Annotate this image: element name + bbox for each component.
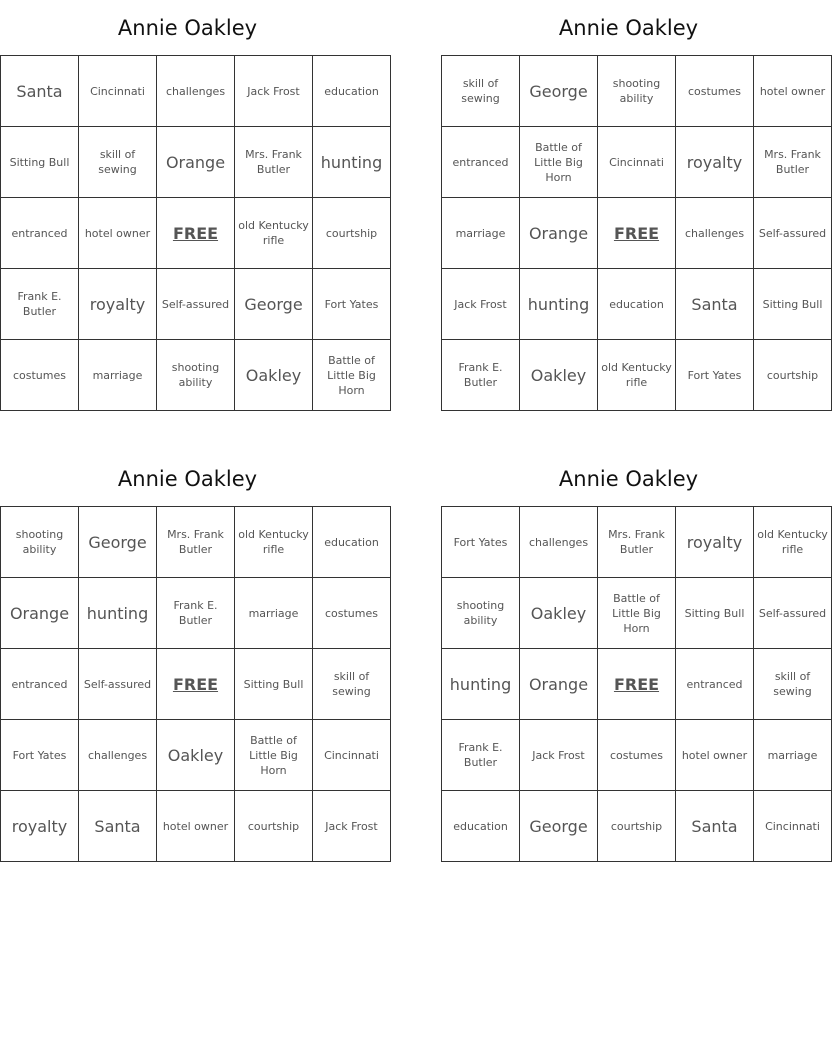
bingo-cell: Orange xyxy=(520,198,598,269)
bingo-cell: Orange xyxy=(157,127,235,198)
bingo-cell: Santa xyxy=(676,791,754,862)
bingo-cell: Santa xyxy=(79,791,157,862)
bingo-cell: Sitting Bull xyxy=(235,649,313,720)
bingo-row xyxy=(1,720,391,791)
bingo-cell: old Kentucky rifle xyxy=(235,198,313,269)
bingo-cell: Cincinnati xyxy=(598,127,676,198)
bingo-cell: challenges xyxy=(157,56,235,127)
bingo-cell: challenges xyxy=(676,198,754,269)
bingo-cell: Fort Yates xyxy=(442,507,520,578)
bingo-cell: Santa xyxy=(1,56,79,127)
bingo-cell: Mrs. Frank Butler xyxy=(598,507,676,578)
bingo-row xyxy=(442,198,832,269)
bingo-cell: Orange xyxy=(1,578,79,649)
bingo-cell: old Kentucky rifle xyxy=(598,340,676,411)
bingo-cell: Oakley xyxy=(157,720,235,791)
bingo-cell: hotel owner xyxy=(676,720,754,791)
bingo-cell: Fort Yates xyxy=(1,720,79,791)
bingo-cell: costumes xyxy=(1,340,79,411)
bingo-cell: costumes xyxy=(598,720,676,791)
bingo-cell: marriage xyxy=(442,198,520,269)
bingo-cell: hotel owner xyxy=(754,56,832,127)
bingo-cell: Self-assured xyxy=(157,269,235,340)
bingo-cell: Santa xyxy=(676,269,754,340)
bingo-grid xyxy=(0,506,391,862)
bingo-row xyxy=(1,56,391,127)
bingo-grid xyxy=(0,55,391,411)
bingo-cell: entranced xyxy=(442,127,520,198)
bingo-row xyxy=(1,791,391,862)
bingo-cell: old Kentucky rifle xyxy=(754,507,832,578)
bingo-cell: royalty xyxy=(676,127,754,198)
card-title: Annie Oakley xyxy=(558,16,699,40)
bingo-row xyxy=(442,56,832,127)
bingo-cell: costumes xyxy=(313,578,391,649)
bingo-cell: Jack Frost xyxy=(313,791,391,862)
bingo-cell: costumes xyxy=(676,56,754,127)
bingo-cell: George xyxy=(520,56,598,127)
bingo-cell: marriage xyxy=(79,340,157,411)
bingo-cell: Orange xyxy=(520,649,598,720)
card-title: Annie Oakley xyxy=(117,16,258,40)
bingo-cell: skill of sewing xyxy=(79,127,157,198)
bingo-cell: Cincinnati xyxy=(754,791,832,862)
bingo-cell: hunting xyxy=(313,127,391,198)
bingo-cell: Oakley xyxy=(520,340,598,411)
bingo-cell: Mrs. Frank Butler xyxy=(754,127,832,198)
bingo-grid xyxy=(441,55,832,411)
bingo-cell: Frank E. Butler xyxy=(157,578,235,649)
bingo-cell: challenges xyxy=(520,507,598,578)
bingo-cell: shooting ability xyxy=(598,56,676,127)
bingo-cell: shooting ability xyxy=(157,340,235,411)
card-title: Annie Oakley xyxy=(117,467,258,491)
bingo-cell: George xyxy=(520,791,598,862)
bingo-cell: royalty xyxy=(676,507,754,578)
bingo-cell: hotel owner xyxy=(157,791,235,862)
bingo-cell: Frank E. Butler xyxy=(442,340,520,411)
bingo-cell: skill of sewing xyxy=(442,56,520,127)
bingo-row xyxy=(442,578,832,649)
bingo-row xyxy=(1,578,391,649)
bingo-cell: Battle of Little Big Horn xyxy=(313,340,391,411)
bingo-cell: marriage xyxy=(754,720,832,791)
bingo-cell: entranced xyxy=(676,649,754,720)
bingo-cell: hotel owner xyxy=(79,198,157,269)
bingo-cell: Jack Frost xyxy=(235,56,313,127)
bingo-row xyxy=(1,340,391,411)
bingo-cell: Sitting Bull xyxy=(1,127,79,198)
bingo-cell: education xyxy=(313,507,391,578)
bingo-cell: old Kentucky rifle xyxy=(235,507,313,578)
bingo-cell: George xyxy=(235,269,313,340)
bingo-cell: Sitting Bull xyxy=(754,269,832,340)
bingo-cell: education xyxy=(313,56,391,127)
bingo-cell: shooting ability xyxy=(442,578,520,649)
bingo-cell: Oakley xyxy=(520,578,598,649)
bingo-grid xyxy=(441,506,832,862)
bingo-row xyxy=(442,720,832,791)
bingo-row xyxy=(1,127,391,198)
bingo-cell: courtship xyxy=(754,340,832,411)
bingo-row xyxy=(442,791,832,862)
bingo-cell: marriage xyxy=(235,578,313,649)
bingo-cell: courtship xyxy=(235,791,313,862)
bingo-cell: hunting xyxy=(442,649,520,720)
bingo-cell: Battle of Little Big Horn xyxy=(520,127,598,198)
bingo-row xyxy=(1,649,391,720)
bingo-cell: challenges xyxy=(79,720,157,791)
bingo-cell: royalty xyxy=(79,269,157,340)
bingo-row xyxy=(442,649,832,720)
bingo-cell: courtship xyxy=(313,198,391,269)
bingo-cell: hunting xyxy=(79,578,157,649)
bingo-cell: Fort Yates xyxy=(676,340,754,411)
free-space: FREE xyxy=(157,649,235,720)
bingo-cell: Cincinnati xyxy=(79,56,157,127)
bingo-cell: Jack Frost xyxy=(442,269,520,340)
bingo-cell: skill of sewing xyxy=(313,649,391,720)
bingo-row xyxy=(1,507,391,578)
bingo-row xyxy=(442,340,832,411)
bingo-cell: Self-assured xyxy=(754,578,832,649)
bingo-cell: Frank E. Butler xyxy=(442,720,520,791)
bingo-cell: skill of sewing xyxy=(754,649,832,720)
card-title: Annie Oakley xyxy=(558,467,699,491)
free-space: FREE xyxy=(598,649,676,720)
bingo-cell: Fort Yates xyxy=(313,269,391,340)
bingo-cell: royalty xyxy=(1,791,79,862)
bingo-cell: George xyxy=(79,507,157,578)
bingo-cell: Self-assured xyxy=(79,649,157,720)
bingo-cell: Sitting Bull xyxy=(676,578,754,649)
bingo-cell: shooting ability xyxy=(1,507,79,578)
bingo-row xyxy=(1,269,391,340)
bingo-cell: entranced xyxy=(1,649,79,720)
bingo-row xyxy=(442,127,832,198)
bingo-cell: Jack Frost xyxy=(520,720,598,791)
bingo-cell: entranced xyxy=(1,198,79,269)
bingo-cell: Battle of Little Big Horn xyxy=(598,578,676,649)
bingo-cell: Mrs. Frank Butler xyxy=(235,127,313,198)
bingo-cell: hunting xyxy=(520,269,598,340)
bingo-row xyxy=(1,198,391,269)
bingo-cell: Self-assured xyxy=(754,198,832,269)
bingo-cell: Frank E. Butler xyxy=(1,269,79,340)
bingo-cell: Battle of Little Big Horn xyxy=(235,720,313,791)
bingo-cell: education xyxy=(442,791,520,862)
bingo-row xyxy=(442,269,832,340)
bingo-cell: Mrs. Frank Butler xyxy=(157,507,235,578)
bingo-cell: courtship xyxy=(598,791,676,862)
free-space: FREE xyxy=(598,198,676,269)
bingo-cell: Cincinnati xyxy=(313,720,391,791)
bingo-cell: education xyxy=(598,269,676,340)
bingo-row xyxy=(442,507,832,578)
free-space: FREE xyxy=(157,198,235,269)
bingo-cell: Oakley xyxy=(235,340,313,411)
